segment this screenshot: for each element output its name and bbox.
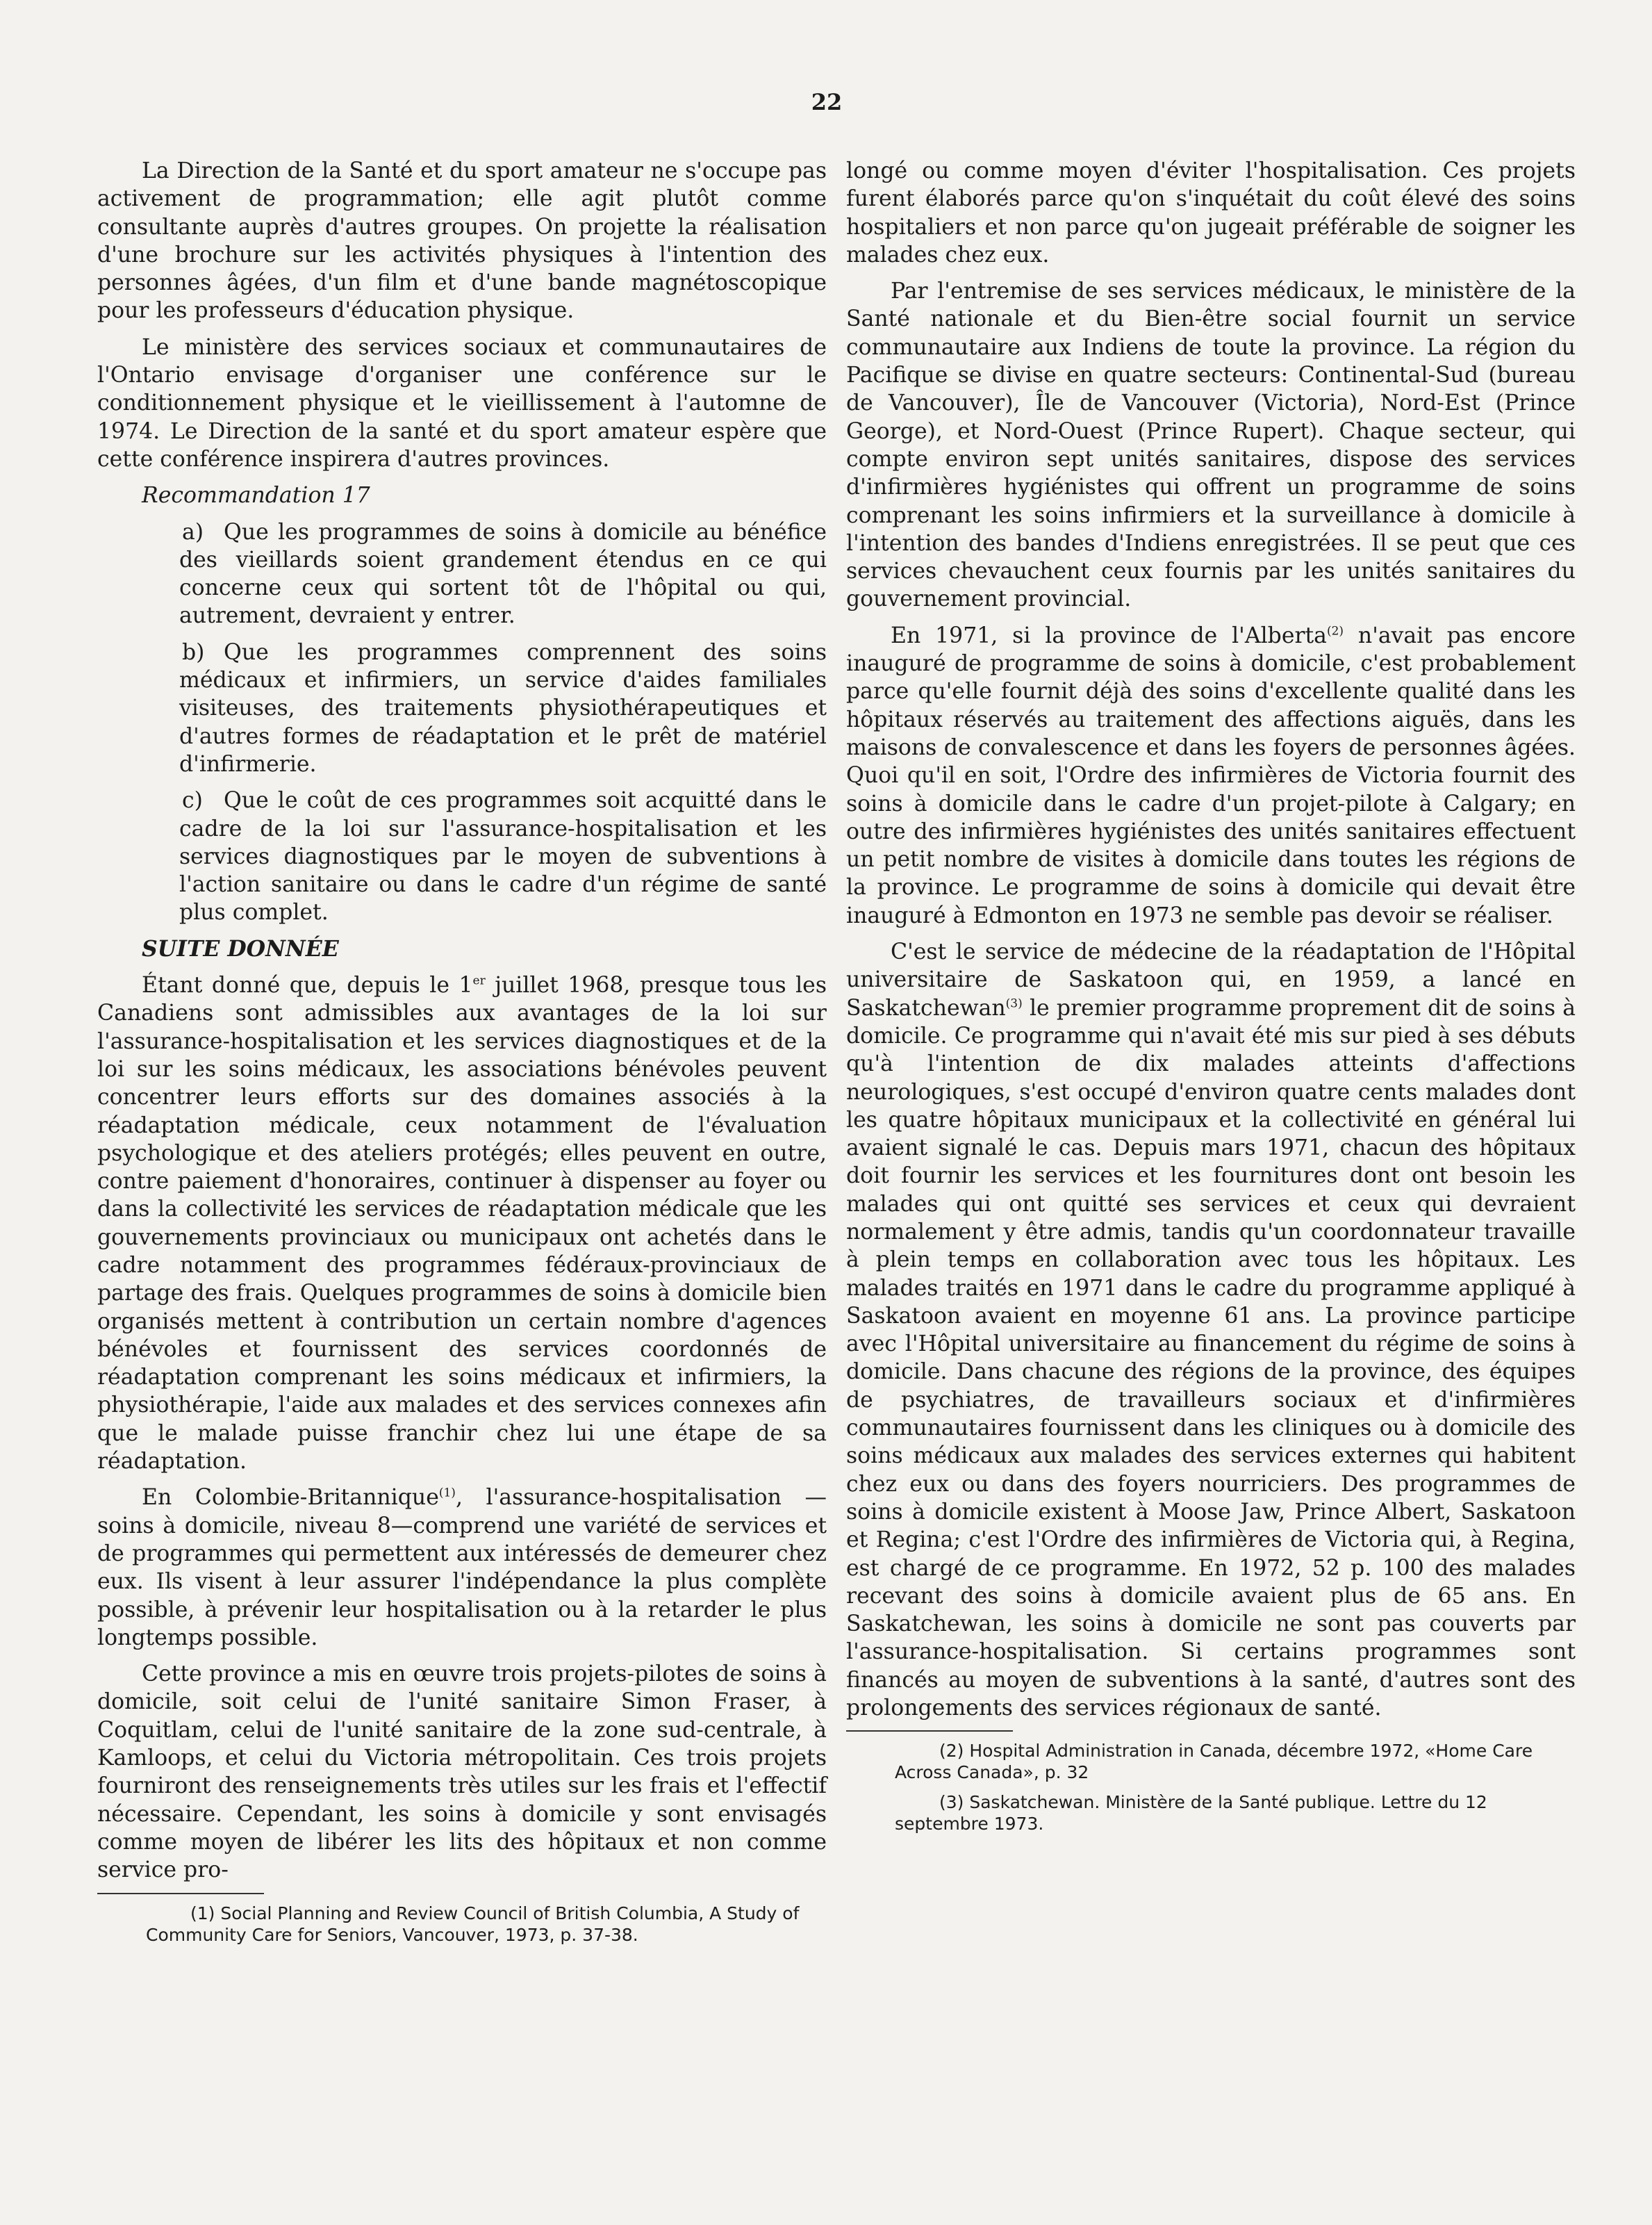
recommendation-item bbox=[97, 639, 827, 778]
footnote-ref: (3) bbox=[1005, 996, 1023, 1011]
text-run: En 1971, si la province de l'Alberta bbox=[891, 623, 1327, 648]
paragraph bbox=[97, 1484, 827, 1652]
item-marker: b) bbox=[182, 639, 205, 665]
footnote-ref: (2) bbox=[1326, 624, 1344, 639]
text-run: En Colombie-Britannique bbox=[142, 1485, 439, 1511]
item-text: Que les programmes de soins à domicile au bénéfice des vieillards soient grandement étendus en ce qui concerne ceux qui sortent tôt de l'hôpital ou qui, autrement, devraient y entrer. bbox=[179, 519, 827, 629]
paragraph: La Direction de la Santé et du sport amateur ne s'occupe pas activement de programmation; elle agit plutôt comme consultante auprès d'autres groupes. On projette la réalisation d'une brochure sur les activités physiques à l'intention des personnes âgées, d'un film et d'une bande magnétoscopique pour les professeurs d'éducation physique. bbox=[97, 158, 827, 324]
item-text: Que les programmes comprennent des soins médicaux et infirmiers, un service d'aides familiales visiteuses, des traitements physiothérapeutiques et d'autres formes de réadaptation et le prêt de matériel d'infirmerie. bbox=[179, 639, 827, 777]
text-run: le premier programme proprement dit de soins à domicile. Ce programme qui n'avait été mis sur pied à ses débuts qu'à l'intention de dix malades atteints d'affections neurologiques, s'est occupé d'environ quatre cents malades dont les quatre hôpitaux municipaux et la collectivité en général lui avaient signalé le cas. Depuis mars 1971, chacun des hôpitaux doit fournir les services et les fournitures dont ont besoin les malades qui ont quitté ses services et ceux qui devraient normalement y être admis, tandis qu'un coordonnateur travaille à plein temps en collaboration avec tous les hôpitaux. Les malades traités en 1971 dans le cadre du programme appliqué à Saskatoon avaient en moyenne 61 ans. La province participe avec l'Hôpital universitaire au financement du régime de soins à domicile. Dans chacune des régions de la province, des équipes de psychiatres, de travailleurs sociaux et d'infirmières communautaires fournissent dans les cliniques ou à domicile des soins médicaux aux malades des services externes qui habitent chez eux ou dans des foyers nourriciers. Des programmes de soins à domicile existent à Moose Jaw, Prince Albert, Saskatoon et Regina; c'est l'Ordre des infirmières de Victoria qui, à Regina, est chargé de ce programme. En 1972, 52 p. 100 des malades recevant des soins à domicile avaient plus de 65 ans. En Saskatchewan, les soins à domicile ne sont pas couverts par l'assurance-hospitalisation. Si certains programmes sont financés au moyen de subventions à la santé, d'autres sont des prolongements des services régionaux de santé. bbox=[846, 995, 1576, 1721]
item-marker: a) bbox=[182, 519, 204, 545]
text-run: juillet 1968, presque tous les Canadiens sont admissibles aux avantages de la loi sur l'assurance-hospitalisation et les services diagnostiques et de la loi sur les soins médicaux, les associations bénévoles peuvent concentrer leurs efforts sur des domaines associés à la réadaptation médicale, ceux notamment de l'évaluation psychologique et des ateliers protégés; elles peuvent en outre, contre paiement d'honoraires, continuer à dispenser au foyer ou dans la collectivité les services de réadaptation médicale que les gouvernements provinciaux ou municipaux ont achetés dans le cadre notamment des programmes fédéraux-provinciaux de partage des frais. Quelques programmes de soins à domicile bien organisés mettent à contribution un certain nombre d'agences bénévoles et fournissent des services coordonnés de réadaptation comprenant les soins médicaux et infirmiers, la physiothérapie, l'aide aux malades et des services connexes afin que le malade puisse franchir chez lui une étape de sa réadaptation. bbox=[97, 973, 827, 1475]
text-run: Étant donné que, depuis le 1 bbox=[142, 973, 473, 999]
recommendation-item bbox=[97, 518, 827, 630]
text-run: , l'assurance-hospitalisation —soins à domicile, niveau 8—comprend une variété de services et de programmes qui permettent aux intéressés de demeurer chez eux. Ils visent à leur assurer l'indépendance la plus complète possible, à prévenir leur hospitalisation ou à la retarder le plus longtemps possible. bbox=[97, 1485, 827, 1650]
footnote-ref: (1) bbox=[438, 1486, 456, 1500]
paragraph: Cette province a mis en œuvre trois projets-pilotes de soins à domicile, soit celui de l'unité sanitaire Simon Fraser, à Coquitlam, celui de l'unité sanitaire de la zone sud-centrale, à Kamloops, et celui du Victoria métropolitain. Ces trois projets fourniront des renseignements très utiles sur les frais et l'effectif nécessaire. Cependant, les soins à domicile y sont envisagés comme moyen de libérer les lits des hôpitaux et non comme service pro- bbox=[97, 1661, 827, 1883]
footnote-divider bbox=[846, 1730, 1013, 1732]
paragraph: longé ou comme moyen d'éviter l'hospitalisation. Ces projets furent élaborés parce qu'on s'inquétait du coût élevé des soins hospitaliers et non parce qu'on jugeait préférable de soigner les malades chez eux. bbox=[846, 158, 1576, 268]
item-marker: c) bbox=[182, 788, 203, 814]
footnote: (2) Hospital Administration in Canada, décembre 1972, «Home Care Across Canada», p. 32 bbox=[895, 1741, 1533, 1783]
right-column bbox=[846, 157, 1576, 1843]
text-run: n'avait pas encore inauguré de programme de soins à domicile, c'est probablement parce qu'elle fournit déjà des soins d'excellente qualité dans les hôpitaux réservés au traitement des affections aiguës, dans les maisons de convalescence et dans les foyers de personnes âgées. Quoi qu'il en soit, l'Ordre des infirmières de Victoria fournit des soins à domicile dans le cadre d'un projet-pilote à Calgary; en outre des infirmières hygiénistes des unités sanitaires effectuent un petit nombre de visites à domicile dans toutes les régions de la province. Le programme de soins à domicile qui devait être inauguré à Edmonton en 1973 ne semble pas devoir se réaliser. bbox=[846, 623, 1576, 928]
paragraph bbox=[97, 971, 827, 1475]
left-column bbox=[97, 157, 827, 1954]
recommendation-title: Recommandation 17 bbox=[142, 483, 370, 509]
paragraph bbox=[846, 938, 1576, 1722]
superscript: er bbox=[472, 974, 486, 988]
footnote: (3) Saskatchewan. Ministère de la Santé publique. Lettre du 12 septembre 1973. bbox=[895, 1792, 1487, 1834]
section-heading: SUITE DONNÉE bbox=[142, 935, 339, 962]
paragraph: Par l'entremise de ses services médicaux, le ministère de la Santé nationale et du Bien-être social fournit un service communautaire aux Indiens de toute la province. La région du Pacifique se divise en quatre secteurs: Continental-Sud (bureau de Vancouver), Île de Vancouver (Victoria), Nord-Est (Prince George), et Nord-Ouest (Prince Rupert). Chaque secteur, qui compte environ sept unités sanitaires, dispose des services d'infirmières hygiénistes qui offrent un programme de soins comprenant les soins infirmiers et la surveillance à domicile à l'intention des bandes d'Indiens enregistrées. Il se peut que ces services chevauchent ceux fournis par les unités sanitaires du gouvernement provincial. bbox=[846, 279, 1576, 612]
recommendation-item bbox=[97, 787, 827, 926]
text-run: C'est le service de médecine de la réadaptation de l'Hôpital universitaire de Saskatoon qui, en 1959, a lancé en Saskatchewan bbox=[846, 939, 1576, 1021]
footnote-divider bbox=[97, 1893, 264, 1894]
item-text: Que le coût de ces programmes soit acquitté dans le cadre de la loi sur l'assurance-hospitalisation et les services diagnostiques par le moyen de subventions à l'action sanitaire ou dans le cadre d'un régime de santé plus complet. bbox=[179, 788, 827, 926]
page-number: 22 bbox=[811, 89, 843, 115]
footnote: (1) Social Planning and Review Council of British Columbia, A Study of Community Care for Seniors, Vancouver, 1973, p. 37-38. bbox=[146, 1903, 800, 1945]
paragraph: Le ministère des services sociaux et communautaires de l'Ontario envisage d'organiser une conférence sur le conditionnement physique et le vieillissement à l'automne de 1974. Le Direction de la santé et du sport amateur espère que cette conférence inspirera d'autres provinces. bbox=[97, 334, 827, 472]
paragraph bbox=[846, 622, 1576, 930]
